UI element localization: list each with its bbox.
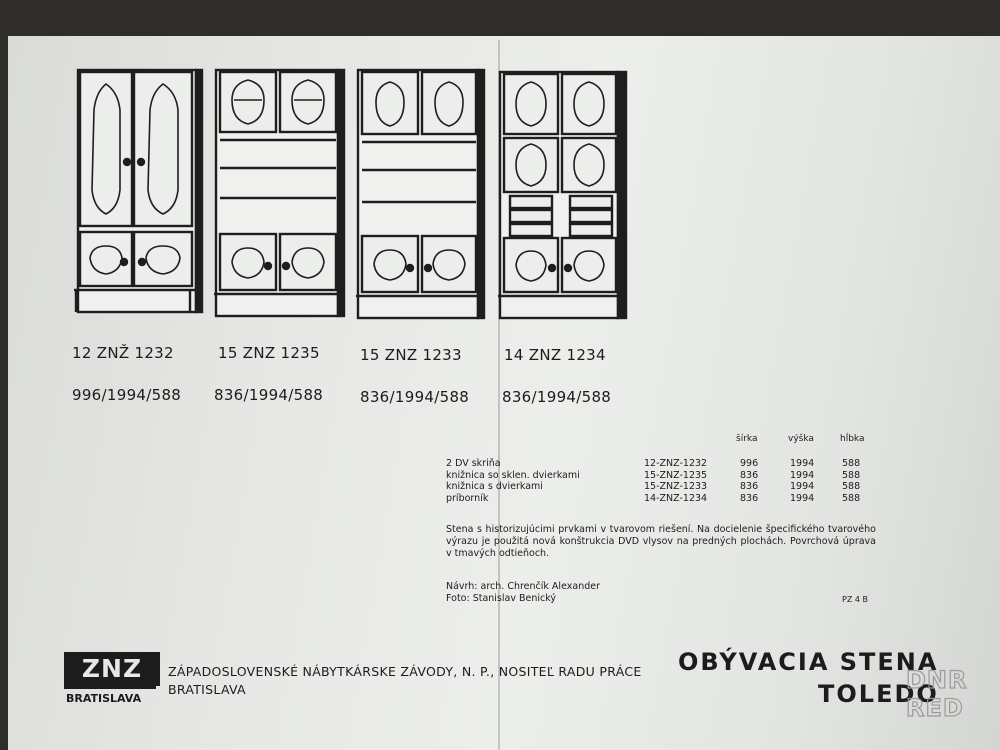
- table-row: [446, 493, 860, 505]
- cabinet-dims-2: 836/1994/588: [214, 386, 324, 404]
- cabinet-dims-4: 836/1994/588: [502, 388, 612, 406]
- photo-credit: Foto: Stanislav Benický: [446, 593, 557, 604]
- cabinet-1232-drawing: [74, 70, 202, 312]
- cabinet-code-4: 14 ZNZ 1234: [504, 346, 606, 364]
- table-row: [446, 458, 860, 470]
- cabinet-1233-drawing: [356, 70, 484, 318]
- design-credit: Návrh: arch. Chrenčík Alexander: [446, 581, 600, 592]
- spec-height: 1994: [790, 481, 815, 493]
- spec-table: [446, 458, 860, 504]
- cabinet-1235-drawing: [214, 70, 344, 316]
- spec-code: 12-ZNZ-1232: [644, 458, 708, 470]
- spec-code: 15-ZNZ-1235: [644, 469, 708, 481]
- cabinet-code-1: 12 ZNŽ 1232: [72, 344, 174, 362]
- cabinet-dims-1: 996/1994/588: [72, 386, 182, 404]
- spec-depth: 588: [842, 458, 861, 470]
- header-height: výška: [788, 434, 814, 444]
- product-title: OBÝVACIA STENA: [678, 648, 939, 676]
- logo-city: BRATISLAVA: [66, 692, 142, 705]
- spec-code: 14-ZNZ-1234: [644, 492, 708, 504]
- spec-width: 836: [740, 469, 759, 481]
- cabinet-code-3: 15 ZNZ 1233: [360, 346, 462, 364]
- spec-name: knižnica so sklen. dvierkami: [446, 469, 580, 481]
- spec-width: 836: [740, 492, 759, 504]
- spec-depth: 588: [842, 492, 861, 504]
- spec-name: príborník: [446, 492, 489, 504]
- company-city: BRATISLAVA: [168, 682, 246, 697]
- table-row: [446, 470, 860, 482]
- cabinet-dims-3: 836/1994/588: [360, 388, 470, 406]
- header-depth: hĺbka: [840, 434, 865, 444]
- cabinet-code-2: 15 ZNZ 1235: [218, 344, 320, 362]
- spec-height: 1994: [790, 469, 815, 481]
- spec-width: 836: [740, 481, 759, 493]
- cabinet-1234-drawing: [498, 72, 626, 318]
- spec-code: 15-ZNZ-1233: [644, 481, 708, 493]
- spec-depth: 588: [842, 469, 861, 481]
- header-width: šírka: [736, 434, 758, 444]
- product-subtitle: TOLEDO: [818, 680, 939, 708]
- reference-code: PZ 4 B: [842, 595, 868, 604]
- watermark-line2: RED: [906, 694, 964, 722]
- znz-logo: ZNZ: [64, 652, 160, 686]
- spec-height: 1994: [790, 492, 815, 504]
- company-name: ZÁPADOSLOVENSKÉ NÁBYTKÁRSKE ZÁVODY, N. P., NOSITEĽ RADU PRÁCE: [168, 664, 642, 679]
- spec-height: 1994: [790, 458, 815, 470]
- table-row: [446, 481, 860, 493]
- logo-underline: [64, 686, 156, 689]
- spec-depth: 588: [842, 481, 861, 493]
- spec-width: 996: [740, 458, 759, 470]
- description-text: Stena s historizujúcimi prvkami v tvarovom riešení. Na docielenie špecifického tvarového výrazu je použitá nová konštrukcia DVD vlysov na predných plochách. Povrchová úprava v tmavých odtieňoch.: [446, 524, 876, 559]
- watermark-line1: DNR: [906, 666, 968, 694]
- spec-name: knižnica s dvierkami: [446, 481, 543, 493]
- spec-name: 2 DV skriňa: [446, 458, 501, 470]
